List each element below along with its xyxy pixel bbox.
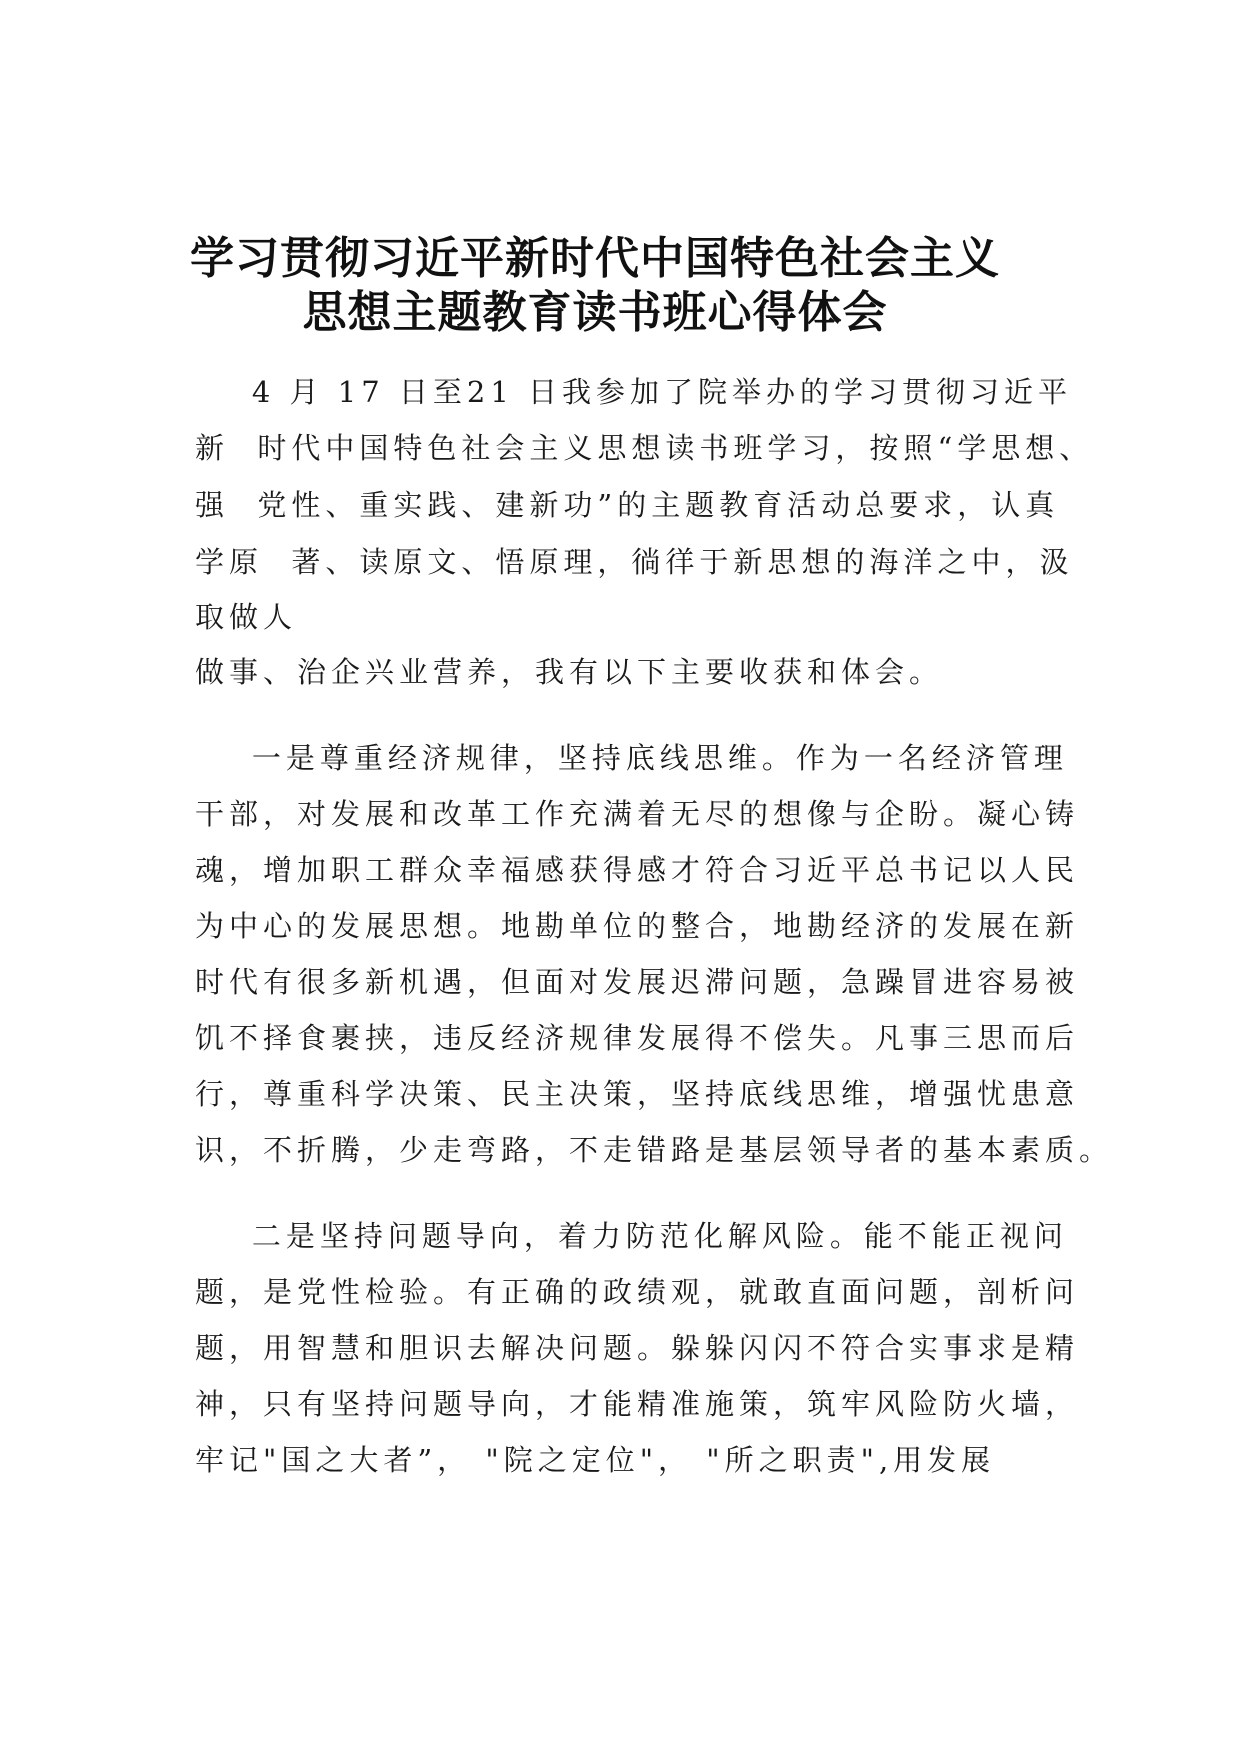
document-body (195, 0, 1114, 1477)
body-line: 强 党性、重实践、建新功”的主题教育活动总要求，认真 (195, 488, 1060, 522)
body-line: 学原 著、读原文、悟原理，徜徉于新思想的海洋之中，汲 (195, 545, 1074, 579)
body-line: 牢记"国之大者”， "院之定位"， "所之职责",用发展 (195, 1443, 996, 1477)
body-line: 为中心的发展思想。地勘单位的整合，地勘经济的发展在新 (195, 909, 1080, 943)
body-line: 新 时代中国特色社会主义思想读书班学习，按照“学思想、 (195, 431, 1094, 465)
body-line: 识，不折腾，少走弯路，不走错路是基层领导者的基本素质。 (195, 1133, 1114, 1167)
body-line: 一是尊重经济规律，坚持底线思维。作为一名经济管理 (195, 741, 1068, 775)
body-line: 做事、治企兴业营养，我有以下主要收获和体会。 (195, 655, 944, 689)
body-line: 题，用智慧和胆识去解决问题。躲躲闪闪不符合实事求是精 (195, 1331, 1080, 1365)
document-title-line-2: 思想主题教育读书班心得体会 (302, 287, 888, 338)
body-line: 魂，增加职工群众幸福感获得感才符合习近平总书记以人民 (195, 853, 1080, 887)
document-title-line-1: 学习贯彻习近平新时代中国特色社会主义 (190, 233, 1000, 284)
body-line: 二是坚持问题导向，着力防范化解风险。能不能正视问 (195, 1219, 1068, 1253)
body-line: 干部，对发展和改革工作充满着无尽的想像与企盼。凝心铸 (195, 797, 1080, 831)
body-line: 饥不择食裹挟，违反经济规律发展得不偿失。凡事三思而后 (195, 1021, 1080, 1055)
body-line: 时代有很多新机遇，但面对发展迟滞问题，急躁冒进容易被 (195, 965, 1080, 999)
body-line: 取做人 (195, 600, 298, 634)
body-line: 神，只有坚持问题导向，才能精准施策，筑牢风险防火墙， (195, 1387, 1080, 1421)
body-line: 题，是党性检验。有正确的政绩观，就敢直面问题，剖析问 (195, 1275, 1080, 1309)
body-line: 4 月 17 日至21 日我参加了院举办的学习贯彻习近平 (195, 375, 1073, 409)
body-line: 行，尊重科学决策、民主决策，坚持底线思维，增强忧患意 (195, 1077, 1080, 1111)
